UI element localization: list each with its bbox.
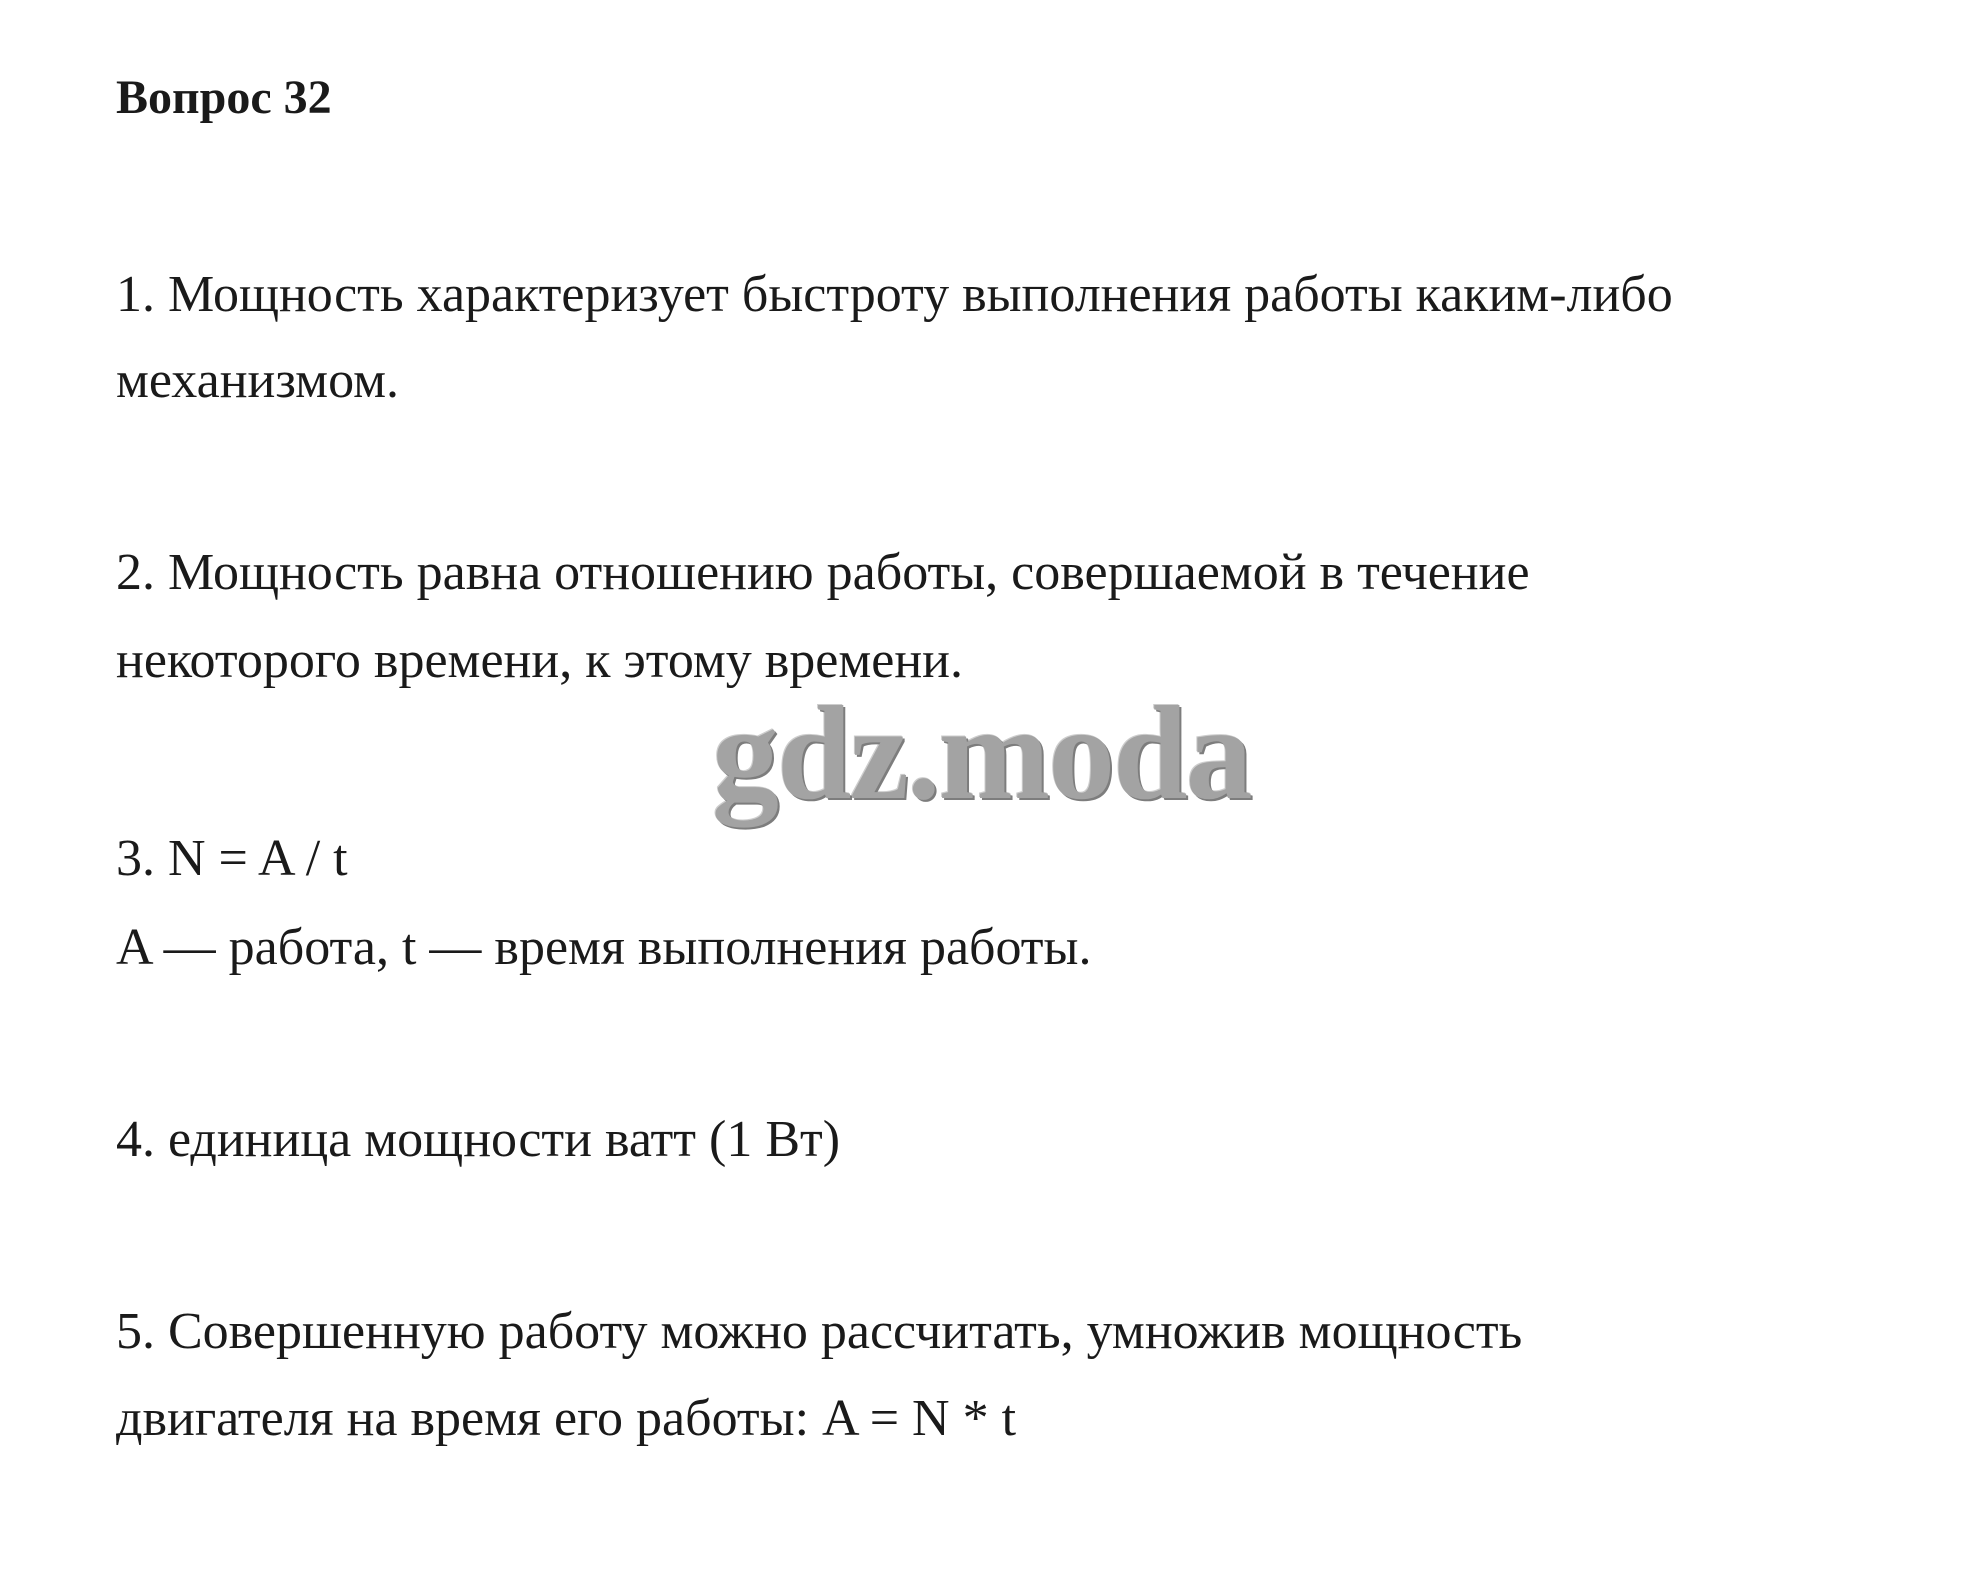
answer-5-line-1: 5. Совершенную работу можно рассчитать, умножив мощность [116,1303,1523,1360]
answer-2-line-2: некоторого времени, к этому времени. [116,632,964,689]
answer-5-line-2: двигателя на время его работы: A = N * t [116,1390,1017,1447]
answer-2-line-1: 2. Мощность равна отношению работы, совершаемой в течение [116,544,1530,601]
answer-3-line-1: 3. N = A / t [116,830,348,887]
page-title: Вопрос 32 [116,71,332,124]
watermark-logo: gdz.moda [712,679,1251,827]
answer-3-line-2: A — работа, t — время выполнения работы. [116,919,1092,976]
answer-4-line-1: 4. единица мощности ватт (1 Вт) [116,1111,841,1168]
answer-1-line-2: механизмом. [116,352,399,409]
answer-1-line-1: 1. Мощность характеризует быстроту выполнения работы каким-либо [116,266,1673,323]
